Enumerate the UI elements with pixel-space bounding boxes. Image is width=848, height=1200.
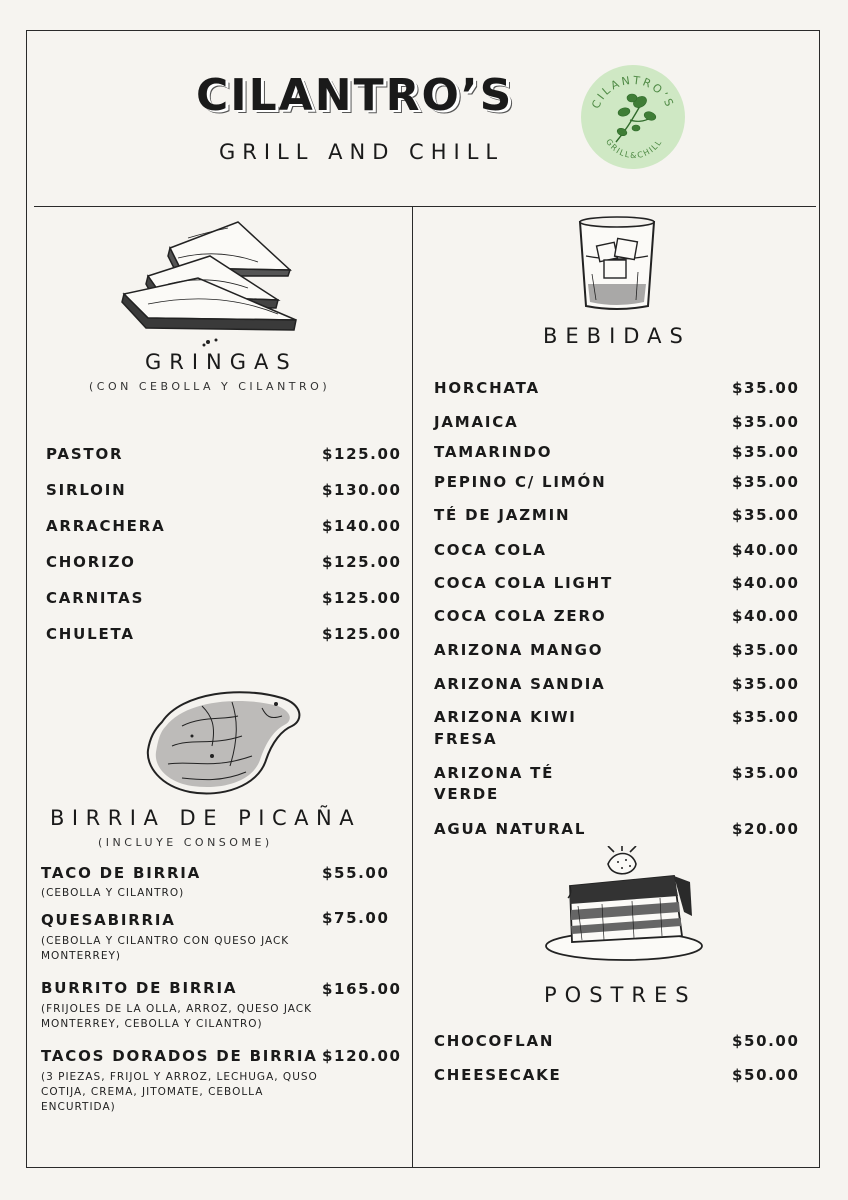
menu-item-name: ARIZONA SANDIA — [434, 675, 606, 693]
menu-item-name: COCA COLA — [434, 541, 547, 559]
menu-item-name: BURRITO DE BIRRIA — [41, 979, 238, 997]
menu-item-name: ARRACHERA — [46, 517, 166, 535]
menu-item-name: ARIZONA KIWI — [434, 708, 577, 726]
menu-item-price: $50.00 — [732, 1066, 800, 1084]
logo-top-text: CILANTRO’S — [589, 73, 677, 111]
menu-item-price: $35.00 — [732, 764, 800, 782]
menu-item-price: $55.00 — [322, 864, 390, 882]
menu-item-price: $125.00 — [322, 553, 402, 571]
menu-item-name-line2: VERDE — [434, 785, 500, 803]
menu-item-name: PASTOR — [46, 445, 124, 463]
menu-item-name: TÉ DE JAZMIN — [434, 506, 571, 524]
menu-item-price: $75.00 — [322, 909, 390, 927]
menu-item-description: (3 PIEZAS, FRIJOL Y ARROZ, LECHUGA, QUSO COTIJA, CREMA, JITOMATE, CEBOLLA ENCURTIDA) — [41, 1071, 318, 1113]
menu-item-name: PEPINO C/ LIMÓN — [434, 473, 607, 491]
menu-item-price: $35.00 — [732, 379, 800, 397]
menu-item-name: QUESABIRRIA — [41, 911, 176, 929]
menu-item-price: $50.00 — [732, 1032, 800, 1050]
menu-item-name: AGUA NATURAL — [434, 820, 587, 838]
cake-slice-illustration — [542, 846, 704, 972]
menu-item-description: (FRIJOLES DE LA OLLA, ARROZ, QUESO JACK MONTERREY, CEBOLLA Y CILANTRO) — [41, 1003, 312, 1030]
menu-item-price: $35.00 — [732, 413, 800, 431]
menu-item-name: ARIZONA MANGO — [434, 641, 604, 659]
menu-item-price: $130.00 — [322, 481, 402, 499]
glass-ice-illustration — [576, 214, 658, 314]
menu-item-price: $35.00 — [732, 473, 800, 491]
menu-item-name: CARNITAS — [46, 589, 145, 607]
menu-item-name: TAMARINDO — [434, 443, 553, 461]
logo-bottom-text: GRILL&CHILL — [604, 137, 664, 161]
birria-subtitle: (INCLUYE CONSOME) — [98, 836, 273, 849]
birria-meat-illustration — [142, 686, 304, 800]
gringas-subtitle: (CON CEBOLLA Y CILANTRO) — [89, 380, 331, 393]
header-divider — [34, 206, 816, 207]
menu-item-name: TACOS DORADOS DE BIRRIA — [41, 1047, 318, 1065]
menu-item-price: $40.00 — [732, 541, 800, 559]
cilantro-logo — [580, 64, 686, 170]
menu-item-description: (CEBOLLA Y CILANTRO) — [41, 887, 185, 899]
menu-item-price: $35.00 — [732, 641, 800, 659]
strawberry-icon — [608, 846, 636, 874]
menu-item-name: TACO DE BIRRIA — [41, 864, 202, 882]
menu-item-name: COCA COLA ZERO — [434, 607, 607, 625]
gringas-title: GRINGAS — [145, 350, 298, 374]
menu-item-price: $40.00 — [732, 574, 800, 592]
menu-item-price: $20.00 — [732, 820, 800, 838]
menu-item-name: JAMAICA — [434, 413, 519, 431]
restaurant-subtitle: GRILL AND CHILL — [219, 140, 505, 164]
menu-item-description: (CEBOLLA Y CILANTRO CON QUESO JACK MONTERREY) — [41, 935, 290, 962]
postres-title: POSTRES — [544, 983, 697, 1007]
menu-item-price: $140.00 — [322, 517, 402, 535]
menu-item-name: CHEESECAKE — [434, 1066, 562, 1084]
menu-item-price: $125.00 — [322, 589, 402, 607]
menu-item-price: $40.00 — [732, 607, 800, 625]
menu-item-name: CHOCOFLAN — [434, 1032, 555, 1050]
menu-item-price: $165.00 — [322, 980, 402, 998]
menu-item-name: CHORIZO — [46, 553, 136, 571]
menu-item-price: $35.00 — [732, 708, 800, 726]
menu-item-name: HORCHATA — [434, 379, 540, 397]
menu-item-name-line2: FRESA — [434, 730, 498, 748]
menu-item-price: $35.00 — [732, 443, 800, 461]
menu-item-price: $35.00 — [732, 506, 800, 524]
bebidas-title: BEBIDAS — [543, 324, 691, 348]
menu-item-price: $125.00 — [322, 625, 402, 643]
menu-item-price: $125.00 — [322, 445, 402, 463]
menu-item-name: CHULETA — [46, 625, 135, 643]
menu-item-price: $120.00 — [322, 1047, 402, 1065]
column-divider — [412, 206, 413, 1168]
menu-item-name: ARIZONA TÉ — [434, 764, 555, 782]
quesadilla-illustration — [118, 218, 300, 348]
menu-item-price: $35.00 — [732, 675, 800, 693]
menu-item-name: SIRLOIN — [46, 481, 127, 499]
birria-title: BIRRIA DE PICAÑA — [50, 806, 362, 830]
menu-item-name: COCA COLA LIGHT — [434, 574, 613, 592]
restaurant-title: CILANTRO’S — [196, 70, 514, 121]
